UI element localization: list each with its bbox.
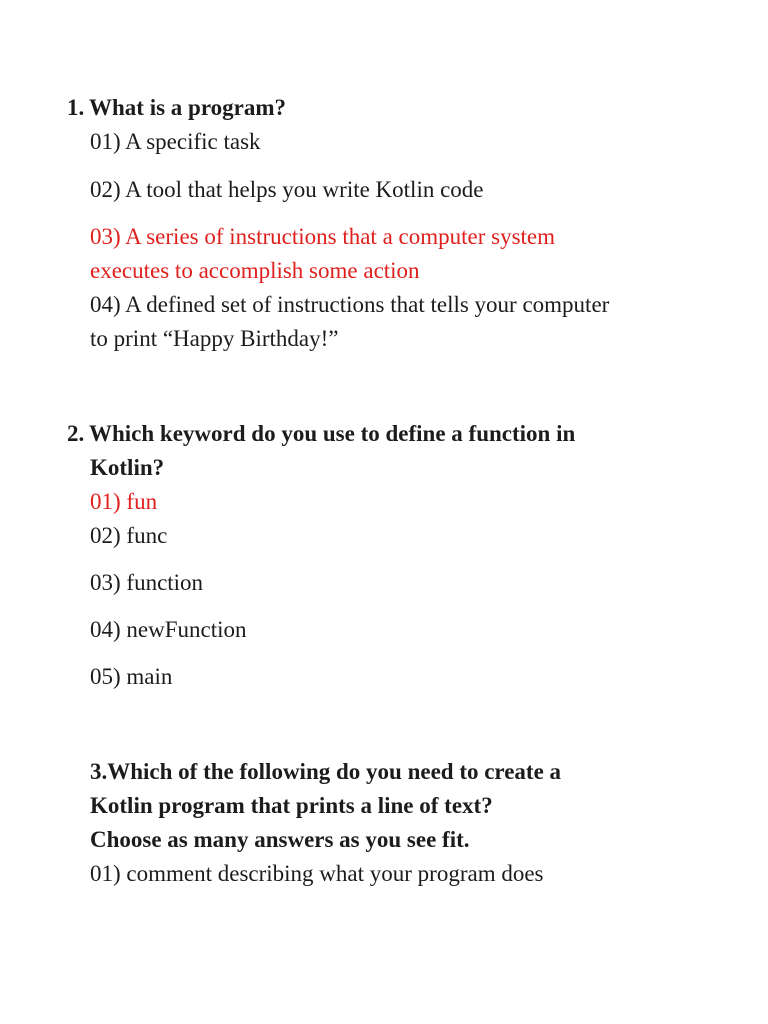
- question-1-number: 1.: [67, 95, 85, 120]
- question-2-option-1-correct: 01) fun: [90, 489, 158, 514]
- question-1-option-4-line-2: to print “Happy Birthday!”: [90, 326, 339, 351]
- question-1-title-line-1: What is a program?: [89, 95, 286, 120]
- question-3-title-line-1: 3.Which of the following do you need to create a: [90, 759, 562, 784]
- question-2-option-3: 03) function: [90, 570, 204, 595]
- question-1-option-3-correct-line-1: 03) A series of instructions that a computer system: [90, 224, 556, 249]
- question-1-option-3-correct-line-2: executes to accomplish some action: [90, 258, 420, 283]
- question-2-title-line-2: Kotlin?: [90, 455, 165, 480]
- question-2-option-4: 04) newFunction: [90, 617, 247, 642]
- question-2-title: [67, 419, 575, 449]
- question-2-option-5: 05) main: [90, 664, 173, 689]
- question-2-number: 2.: [67, 421, 85, 446]
- question-1-option-2: 02) A tool that helps you write Kotlin code: [90, 177, 484, 202]
- question-3-option-1: 01) comment describing what your program does: [90, 861, 544, 886]
- question-2-title-line-1: Which keyword do you use to define a function in: [89, 421, 576, 446]
- question-2-option-2: 02) func: [90, 523, 168, 548]
- question-1-option-4-line-1: 04) A defined set of instructions that tells your computer: [90, 292, 610, 317]
- question-3-title-line-3: Choose as many answers as you see fit.: [90, 827, 470, 852]
- question-1-option-1: 01) A specific task: [90, 129, 261, 154]
- question-3-title-line-2: Kotlin program that prints a line of text?: [90, 793, 493, 818]
- question-1-title: [67, 93, 286, 123]
